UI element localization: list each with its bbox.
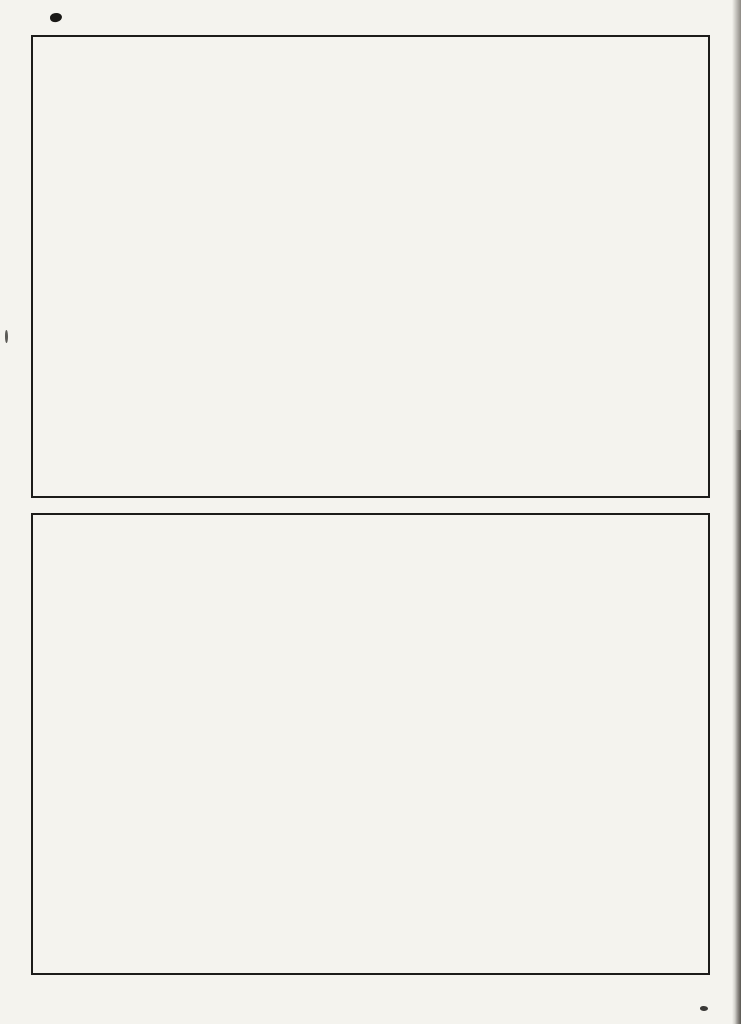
roster-table-top: [31, 35, 710, 498]
scan-gutter-shadow: [732, 0, 741, 1024]
scan-speck: [49, 12, 63, 23]
scan-gutter-shadow-lower: [735, 430, 741, 1024]
roster-table-bottom: [31, 513, 710, 975]
scan-speck: [5, 330, 8, 343]
scan-speck: [700, 1006, 708, 1011]
